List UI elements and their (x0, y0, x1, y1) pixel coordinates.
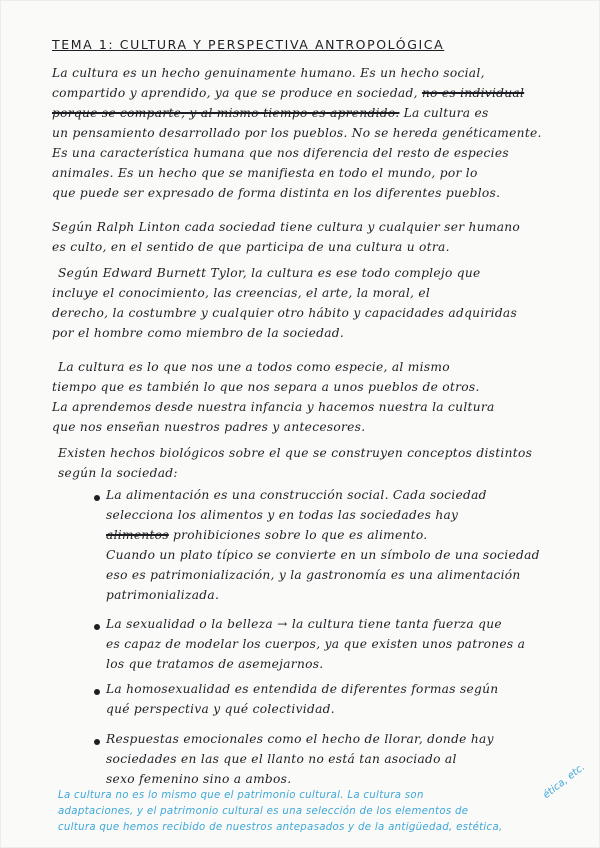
bullet-line: qué perspectiva y qué colectividad. (106, 702, 335, 716)
p1-line: porque se comparte, y al mismo tiempo es aprendido. La cultura es (52, 106, 489, 120)
blue-side-note: ética, etc. (541, 761, 588, 801)
p4-line: que nos enseñan nuestros padres y antecesores. (52, 420, 366, 434)
bullet-line: Respuestas emocionales como el hecho de llorar, donde hay (106, 732, 494, 746)
page-title: TEMA 1: CULTURA Y PERSPECTIVA ANTROPOLÓGICA (52, 37, 445, 52)
bullet-dot (94, 495, 100, 501)
blue-note-line: adaptaciones, y el patrimonio cultural es una selección de los elementos de (58, 806, 469, 817)
blue-note-line: cultura que hemos recibido de nuestros antepasados y de la antigüedad, estética, (58, 822, 503, 833)
blue-note-line: La cultura no es lo mismo que el patrimonio cultural. La cultura son (58, 790, 424, 801)
bullet-line: sociedades en las que el llanto no está tan asociado al (106, 752, 457, 766)
p1-line: La cultura es un hecho genuinamente humano. Es un hecho social, (52, 66, 485, 80)
bullet-line: selecciona los alimentos y en todas las sociedades hay (106, 508, 459, 522)
p3-line: Según Edward Burnett Tylor, la cultura es ese todo complejo que (58, 266, 481, 280)
p2-line: Según Ralph Linton cada sociedad tiene cultura y cualquier ser humano (52, 220, 521, 234)
p1-line: compartido y aprendido, ya que se produce en sociedad, no es individual (52, 86, 525, 100)
p4-line: La cultura es lo que nos une a todos como especie, al mismo (58, 360, 450, 374)
bullet-line: alimentos prohibiciones sobre lo que es alimento. (106, 528, 428, 542)
p1-line: Es una característica humana que nos diferencia del resto de especies (52, 146, 509, 160)
bullet-line: los que tratamos de asemejarnos. (106, 657, 324, 671)
bullet-line: sexo femenino sino a ambos. (106, 772, 292, 786)
p1-line: que puede ser expresado de forma distinta en los diferentes pueblos. (52, 186, 501, 200)
bullet-line: La alimentación es una construcción social. Cada sociedad (106, 488, 487, 502)
bullet-line: La sexualidad o la belleza → la cultura tiene tanta fuerza que (106, 617, 502, 631)
p4-line: tiempo que es también lo que nos separa a unos pueblos de otros. (52, 380, 480, 394)
p5-line: Existen hechos biológicos sobre el que se construyen conceptos distintos (58, 446, 533, 460)
p3-line: incluye el conocimiento, las creencias, el arte, la moral, el (52, 286, 431, 300)
p4-line: La aprendemos desde nuestra infancia y hacemos nuestra la cultura (52, 400, 495, 414)
bullet-line: es capaz de modelar los cuerpos, ya que existen unos patrones a (106, 637, 526, 651)
bullet-line: eso es patrimonialización, y la gastronomía es una alimentación (106, 568, 521, 582)
p3-line: derecho, la costumbre y cualquier otro hábito y capacidades adquiridas (52, 306, 518, 320)
p5-line: según la sociedad: (58, 466, 178, 480)
bullet-line: patrimonializada. (106, 588, 220, 602)
bullet-dot (94, 739, 100, 745)
bullet-dot (94, 624, 100, 630)
bullet-dot (94, 689, 100, 695)
p3-line: por el hombre como miembro de la sociedad. (52, 326, 345, 340)
p1-line: un pensamiento desarrollado por los pueblos. No se hereda genéticamente. (52, 126, 542, 140)
bullet-line: La homosexualidad es entendida de diferentes formas según (106, 682, 499, 696)
bullet-line: Cuando un plato típico se convierte en un símbolo de una sociedad (106, 548, 540, 562)
p2-line: es culto, en el sentido de que participa de una cultura u otra. (52, 240, 450, 254)
p1-line: animales. Es un hecho que se manifiesta en todo el mundo, por lo (52, 166, 478, 180)
